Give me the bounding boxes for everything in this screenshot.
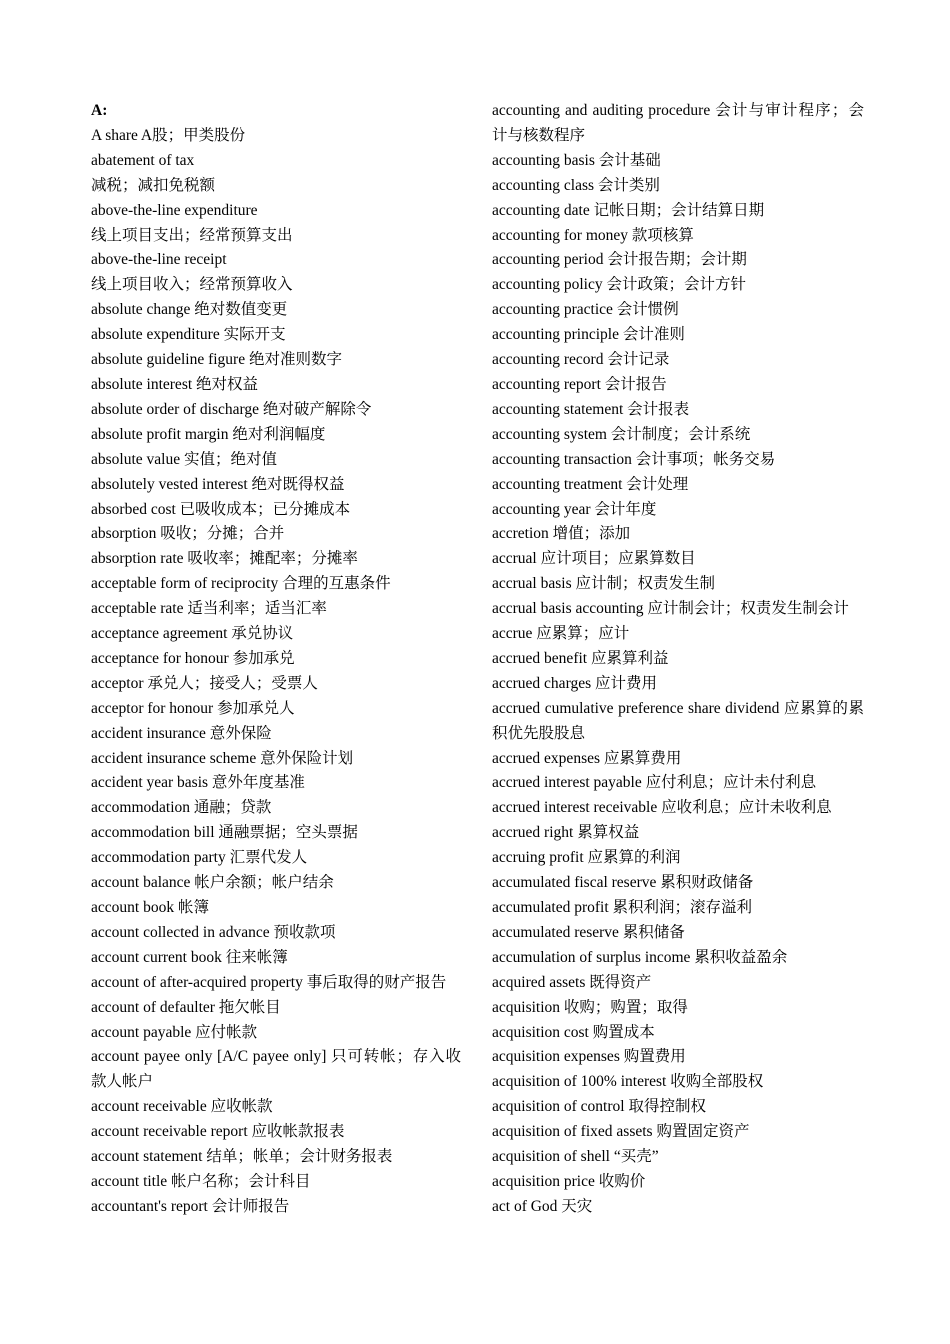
- glossary-entry: absolute guideline figure 绝对准则数字: [91, 351, 342, 369]
- glossary-entry: account title 帐户名称；会计科目: [91, 1172, 311, 1190]
- glossary-entry: accounting period 会计报告期；会计期: [492, 251, 747, 269]
- glossary-entry: acceptable form of reciprocity 合理的互惠条件: [91, 575, 391, 593]
- glossary-entry: acceptor for honour 参加承兑人: [91, 699, 295, 717]
- glossary-entry: acceptor 承兑人；接受人；受票人: [91, 674, 318, 692]
- glossary-entry: accounting principle 会计准则: [492, 326, 685, 344]
- glossary-entry: accrued right 累算权益: [492, 824, 640, 842]
- glossary-entry: accretion 增值；添加: [492, 525, 631, 543]
- glossary-entry: account balance 帐户余额；帐户结余: [91, 874, 334, 892]
- glossary-entry: account receivable 应收帐款: [91, 1098, 273, 1116]
- glossary-entry: abatement of tax: [91, 151, 195, 169]
- glossary-entry: accounting treatment 会计处理: [492, 475, 689, 493]
- glossary-entry: absolute profit margin 绝对利润幅度: [91, 425, 326, 443]
- glossary-entry: accrual 应计项目；应累算数目: [492, 550, 696, 568]
- glossary-entry: acquisition of control 取得控制权: [492, 1098, 706, 1116]
- glossary-entry: accrued interest receivable 应收利息；应计未收利息: [492, 799, 832, 817]
- glossary-entry: account book 帐簿: [91, 899, 209, 916]
- glossary-entry: absorption 吸收；分摊；合并: [91, 525, 285, 543]
- glossary-entry: act of God 天灾: [492, 1197, 593, 1215]
- glossary-entry: acquisition of shell “买壳”: [492, 1148, 659, 1166]
- glossary-entry: accident insurance scheme 意外保险计划: [91, 749, 354, 767]
- section-heading: A:: [91, 102, 108, 119]
- right-column: [492, 99, 864, 1220]
- glossary-entry: account of defaulter 拖欠帐目: [91, 998, 281, 1016]
- glossary-entry: accounting statement 会计报表: [492, 400, 690, 418]
- glossary-entry: accruing profit 应累算的利润: [492, 849, 681, 867]
- glossary-entry: account of after-acquired property 事后取得的财产报告: [91, 973, 447, 991]
- glossary-entry: absolute expenditure 实际开支: [91, 326, 286, 344]
- glossary-entry: accrued interest payable 应付利息；应计未付利息: [492, 774, 817, 792]
- glossary-entry: accrued cumulative preference share dividend 应累算的累积优先股股息: [492, 699, 864, 742]
- glossary-entry: accrued expenses 应累算费用: [492, 749, 682, 767]
- glossary-entry: acceptance agreement 承兑协议: [91, 625, 294, 643]
- glossary-entry: account current book 往来帐簿: [91, 948, 288, 966]
- glossary-entry: acquired assets 既得资产: [492, 973, 652, 991]
- glossary-entry: account statement 结单；帐单；会计财务报表: [91, 1148, 393, 1166]
- glossary-entry: accounting policy 会计政策；会计方针: [492, 276, 746, 294]
- glossary-entry: accrual basis accounting 应计制会计；权责发生制会计: [492, 600, 849, 618]
- glossary-entry: accommodation bill 通融票据；空头票据: [91, 824, 358, 842]
- glossary-entry: accounting basis 会计基础: [492, 151, 661, 169]
- glossary-entry: acquisition price 收购价: [492, 1172, 646, 1190]
- glossary-entry: above-the-line receipt: [91, 251, 227, 269]
- glossary-entry: accounting practice 会计惯例: [492, 301, 679, 319]
- glossary-entry: absorbed cost 已吸收成本；已分摊成本: [91, 500, 351, 518]
- glossary-entry: A share A股；甲类股份: [91, 126, 246, 144]
- glossary-entry: accommodation party 汇票代发人: [91, 849, 308, 867]
- glossary-entry: acquisition expenses 购置费用: [492, 1048, 686, 1066]
- glossary-entry: accrue 应累算；应计: [492, 625, 630, 643]
- glossary-entry: acquisition 收购；购置；取得: [492, 998, 688, 1016]
- glossary-entry: accounting for money 款项核算: [492, 226, 694, 244]
- glossary-entry: accumulated reserve 累积储备: [492, 923, 685, 941]
- glossary-entry: accounting record 会计记录: [492, 351, 670, 369]
- glossary-entry: absorption rate 吸收率；摊配率；分摊率: [91, 550, 358, 568]
- glossary-entry: accounting system 会计制度；会计系统: [492, 425, 751, 443]
- glossary-entry: accrued benefit 应累算利益: [492, 649, 669, 667]
- glossary-entry: absolute order of discharge 绝对破产解除令: [91, 400, 372, 418]
- glossary-entry: 减税；减扣免税额: [91, 176, 216, 194]
- glossary-entry: accounting transaction 会计事项；帐务交易: [492, 450, 776, 468]
- glossary-entry: accumulation of surplus income 累积收益盈余: [492, 948, 788, 966]
- glossary-entry: acceptable rate 适当利率；适当汇率: [91, 600, 327, 618]
- glossary-entry: accumulated profit 累积利润；滚存溢利: [492, 899, 753, 916]
- glossary-entry: 线上项目支出；经常预算支出: [91, 226, 293, 244]
- glossary-entry: accrual basis 应计制；权责发生制: [492, 575, 715, 593]
- glossary-entry: accounting class 会计类别: [492, 176, 660, 194]
- glossary-entry: accumulated fiscal reserve 累积财政储备: [492, 874, 754, 892]
- glossary-entry: accounting date 记帐日期；会计结算日期: [492, 201, 765, 219]
- glossary-entry: acquisition cost 购置成本: [492, 1023, 655, 1041]
- glossary-entry: absolute change 绝对数值变更: [91, 301, 288, 319]
- glossary-entry: accounting report 会计报告: [492, 375, 667, 393]
- glossary-entry: above-the-line expenditure: [91, 201, 258, 219]
- glossary-entry: accrued charges 应计费用: [492, 674, 657, 692]
- glossary-entry: 线上项目收入；经常预算收入: [91, 276, 293, 294]
- glossary-entry: absolutely vested interest 绝对既得权益: [91, 475, 345, 493]
- glossary-entry: accident year basis 意外年度基准: [91, 774, 305, 792]
- glossary-entry: absolute value 实值；绝对值: [91, 450, 277, 468]
- glossary-entry: acceptance for honour 参加承兑: [91, 649, 295, 667]
- glossary-entry: accommodation 通融；贷款: [91, 799, 272, 817]
- glossary-entry: accident insurance 意外保险: [91, 724, 272, 742]
- glossary-entry: account payee only [A/C payee only] 只可转帐；存入收款人帐户: [91, 1048, 461, 1091]
- glossary-entry: accountant's report 会计师报告: [91, 1197, 290, 1215]
- glossary-entry: acquisition of fixed assets 购置固定资产: [492, 1123, 750, 1141]
- glossary-entry: absolute interest 绝对权益: [91, 375, 259, 393]
- glossary-entry: accounting and auditing procedure 会计与审计程序；会计与核数程序: [492, 102, 864, 144]
- glossary-entry: account receivable report 应收帐款报表: [91, 1123, 345, 1141]
- glossary-entry: account payable 应付帐款: [91, 1023, 258, 1041]
- left-column: [91, 99, 461, 1220]
- glossary-entry: accounting year 会计年度: [492, 500, 657, 518]
- glossary-entry: acquisition of 100% interest 收购全部股权: [492, 1073, 764, 1091]
- glossary-entry: account collected in advance 预收款项: [91, 923, 336, 941]
